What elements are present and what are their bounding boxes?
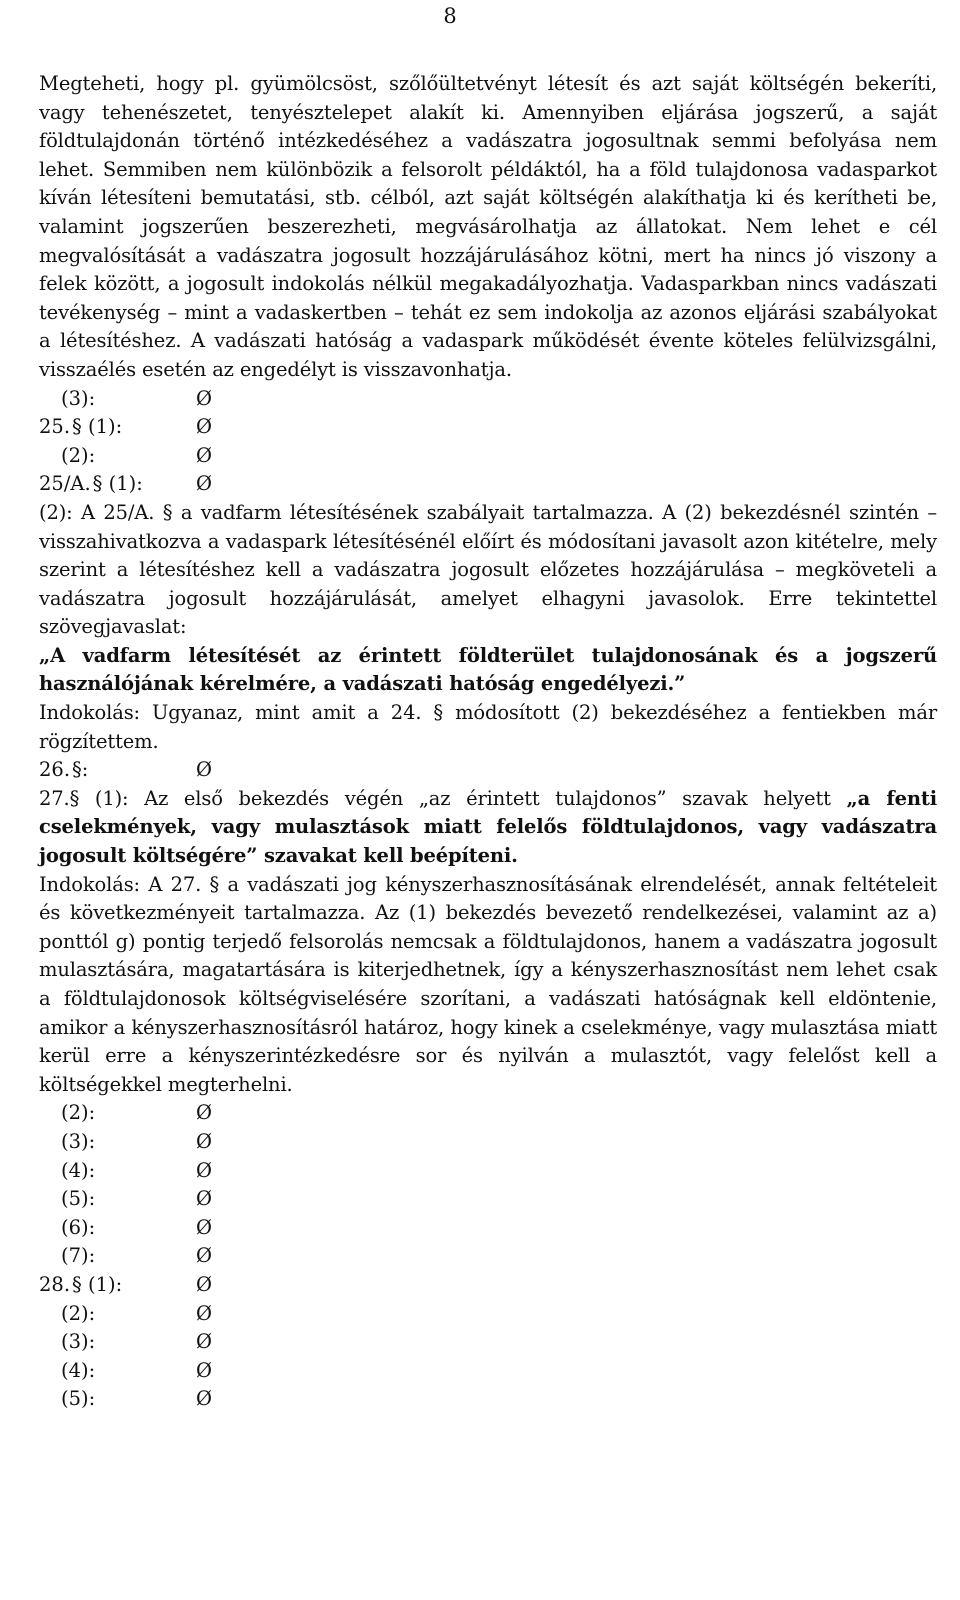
section-label: (5): bbox=[61, 1187, 96, 1211]
empty-symbol: Ø bbox=[196, 1272, 212, 1296]
section-label: (7): bbox=[61, 1244, 96, 1268]
section-label: (3): bbox=[61, 1330, 96, 1354]
section-row bbox=[39, 385, 937, 414]
paragraph-27 bbox=[39, 785, 937, 871]
section-list-b bbox=[39, 1099, 937, 1414]
section-label: § (1): bbox=[72, 1272, 123, 1296]
section-row bbox=[39, 1300, 937, 1329]
paragraph-vadaspark: Megteheti, hogy pl. gyümölcsöst, szőlőültetvényt létesít és azt saját költségén bekeríti, vagy tehenészetet, tenyésztelepet alakít ki. Amennyiben eljárása jogszerű, a saját földtulajdonán történő intézkedéséhez a vadászatra jogosultnak semmi befolyása nem lehet. Semmiben nem különbözik a felsorolt példáktól, ha a föld tulajdonosa vadasparkot kíván létesíteni bemutatási, stb. célból, azt saját költségén alakíthatja ki és kerítheti be, valamint jogszerűen beszerezheti, megvásárolhatja az állatokat. Nem lehet e cél megvalósítását a vadászatra jogosult hozzájárulásához kötni, mert ha nincs jó viszony a felek között, a jogosult indokolás nélkül megakadályozhatja. Vadasparkban nincs vadászati tevékenység – mint a vadaskertben – tehát ez sem indokolja az azonos eljárási szabályokat a létesítéshez. A vadászati hatóság a vadaspark működését évente köteles felülvizsgálni, visszaélés esetén az engedélyt is visszavonhatja. bbox=[39, 72, 937, 381]
empty-symbol: Ø bbox=[196, 1187, 212, 1211]
section-label: § (1): bbox=[92, 472, 143, 496]
section-label: (4): bbox=[61, 1158, 96, 1182]
section-number: 28. bbox=[39, 1272, 71, 1296]
section-row bbox=[39, 1185, 937, 1214]
section-label: §: bbox=[72, 758, 89, 782]
empty-symbol: Ø bbox=[196, 1387, 212, 1411]
empty-symbol: Ø bbox=[196, 1301, 212, 1325]
paragraph-text: A 25/A. § a vadfarm létesítésének szabályait tartalmazza. A (2) bekezdésnél szintén – visszahivatkozva a vadaspark létesítésénél előírt és módosítani javasolt azon kitételre, mely szerint a létesítéshez kell a vadászatra jogosult előzetes hozzájárulása – megköveteli a vadászatra jogosult hozzájárulását, amelyet elhagyni javasolok. Erre tekintettel szövegjavaslat: bbox=[39, 500, 937, 639]
section-row bbox=[39, 470, 937, 499]
section-row bbox=[39, 1242, 937, 1271]
section-number: 25. bbox=[39, 415, 71, 439]
section-list-a bbox=[39, 385, 937, 499]
section-row bbox=[39, 1128, 937, 1157]
section-row bbox=[39, 1157, 937, 1186]
proposal-text bbox=[39, 642, 937, 699]
section-row bbox=[39, 1271, 937, 1300]
empty-symbol: Ø bbox=[196, 1129, 212, 1153]
section-row bbox=[39, 1214, 937, 1243]
section-number: 27. bbox=[39, 786, 70, 810]
empty-symbol: Ø bbox=[196, 472, 212, 496]
section-label: (2): bbox=[61, 1101, 96, 1125]
section-row bbox=[39, 1099, 937, 1128]
justification-27: Indokolás: A 27. § a vadászati jog kényszerhasznosításának elrendelését, annak feltételeit és következményeit tartalmazza. Az (1) bekezdés bevezető rendelkezései, valamint az a) ponttól g) pontig terjedő felsorolás nemcsak a földtulajdonos, hanem a vadászatra jogosult mulasztására, magatartására is kiterjedhetnek, így a kényszerhasznosítást nem lehet csak a földtulajdonosok költségviselésére szorítani, a vadászati hatóságnak kell eldöntenie, amikor a kényszerhasznosításról határoz, hogy kinek a cselekménye, vagy mulasztása miatt kerül erre a kényszerintézkedésre sor és nyilván a mulasztót, vagy felelőst kell a költségekkel megterhelni. bbox=[39, 872, 937, 1096]
empty-symbol: Ø bbox=[196, 1158, 212, 1182]
paragraph-vadfarm bbox=[39, 499, 937, 642]
section-label: (2): bbox=[61, 1301, 96, 1325]
section-label: (3): bbox=[61, 386, 96, 410]
page-number: 8 bbox=[443, 4, 457, 28]
section-number: 26. bbox=[39, 758, 71, 782]
empty-symbol: Ø bbox=[196, 1330, 212, 1354]
paragraph-text: § (1): Az első bekezdés végén „az érintett tulajdonos” szavak helyett bbox=[69, 786, 847, 810]
proposal-bold: „a fenti cselekmények, vagy mulasztások miatt felelős földtulajdonos, vagy vadászatra jogosult költségére” szavakat kell beépíteni. bbox=[39, 786, 937, 868]
section-row bbox=[39, 1357, 937, 1386]
empty-symbol: Ø bbox=[196, 1358, 212, 1382]
empty-symbol: Ø bbox=[196, 1244, 212, 1268]
section-label: (2): bbox=[39, 500, 73, 524]
empty-symbol: Ø bbox=[196, 758, 212, 782]
empty-symbol: Ø bbox=[196, 1215, 212, 1239]
section-row-26 bbox=[39, 756, 937, 785]
empty-symbol: Ø bbox=[196, 443, 212, 467]
empty-symbol: Ø bbox=[196, 386, 212, 410]
section-label: (3): bbox=[61, 1129, 96, 1153]
section-label: (4): bbox=[61, 1358, 96, 1382]
document-body bbox=[39, 70, 937, 1414]
section-label: § (1): bbox=[72, 415, 123, 439]
empty-symbol: Ø bbox=[196, 415, 212, 439]
section-row bbox=[39, 413, 937, 442]
section-label: (5): bbox=[61, 1387, 96, 1411]
section-row bbox=[39, 1385, 937, 1414]
section-number: 25/A. bbox=[39, 472, 91, 496]
section-row bbox=[39, 1328, 937, 1357]
proposal-bold: „A vadfarm létesítését az érintett földterület tulajdonosának és a jogszerű használójának kérelmére, a vadászati hatóság engedélyezi.” bbox=[39, 643, 937, 696]
section-label: (6): bbox=[61, 1215, 96, 1239]
justification-24: Indokolás: Ugyanaz, mint amit a 24. § módosított (2) bekezdéséhez a fentiekben már rögzítettem. bbox=[39, 701, 937, 753]
section-row bbox=[39, 442, 937, 471]
section-label: (2): bbox=[61, 443, 96, 467]
empty-symbol: Ø bbox=[196, 1101, 212, 1125]
